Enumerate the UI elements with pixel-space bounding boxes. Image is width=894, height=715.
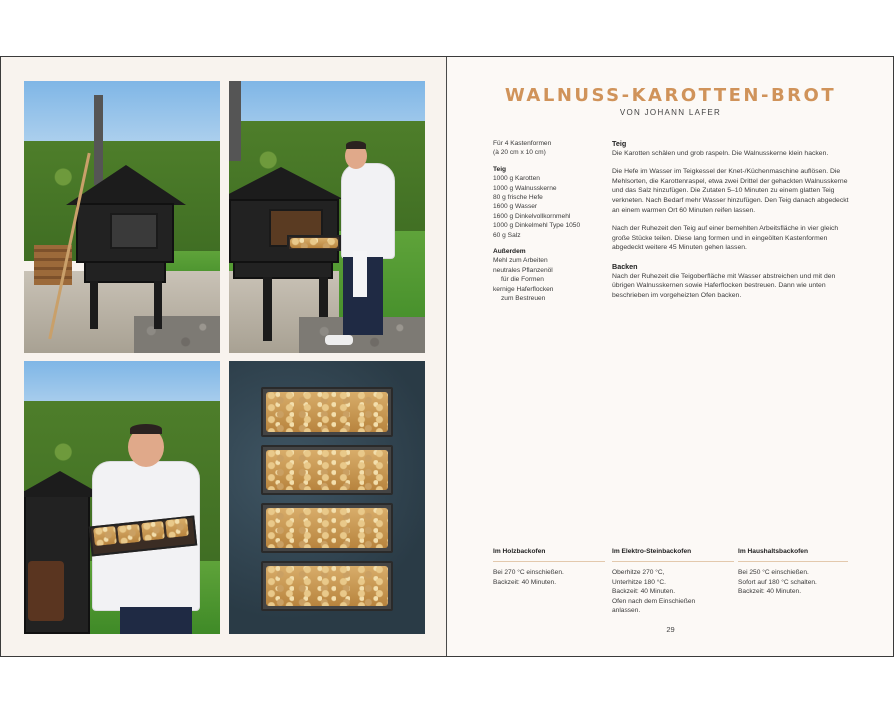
ingredient-item: 1000 g Dinkelmehl Type 1050 [493, 222, 581, 230]
photo-four-loaves [229, 361, 425, 634]
oven-line: Backzeit: 40 Minuten. [612, 588, 676, 596]
ingredients-extra-head: Außerdem [493, 248, 526, 256]
ingredient-item: Mehl zum Arbeiten [493, 257, 548, 265]
ingredient-item: 1000 g Karotten [493, 175, 540, 183]
recipe-page [448, 57, 893, 656]
photo-page [1, 57, 447, 656]
oven-line: anlassen. [612, 607, 641, 615]
oven-household [738, 547, 848, 597]
method-dough-head: Teig [612, 139, 627, 148]
oven-line: Oberhitze 270 °C, [612, 569, 665, 577]
recipe-title: WALNUSS-KAROTTEN-BROT [504, 85, 837, 106]
photo-chef-with-breads [24, 361, 220, 634]
photo-garden-oven [24, 81, 220, 353]
oven-line: Sofort auf 180 °C schalten. [738, 578, 817, 586]
ingredient-item: 1600 g Dinkelvollkornmehl [493, 212, 571, 220]
ingredient-item: 80 g frische Hefe [493, 194, 543, 202]
recipe-author: VON JOHANN LAFER [619, 108, 722, 117]
oven-wood [493, 547, 605, 587]
servings-size: (à 20 cm x 10 cm) [493, 149, 546, 157]
servings-line: Für 4 Kastenformen [493, 140, 552, 147]
ingredient-item: für die Formen [501, 276, 544, 284]
oven-head: Im Holzbackofen [493, 547, 605, 562]
photo-chef-at-oven [229, 81, 425, 353]
method-paragraph: Nach der Ruhezeit den Teig auf einer bemehlten Arbeitsfläche in vier gleich große Stücke teilen. Diese lang formen und in eingeölten Kastenformen abgedeckt weitere 45 Minuten gehen lassen. [612, 225, 839, 252]
ingredient-item: kernige Haferflocken [493, 285, 554, 293]
oven-line: Bei 250 °C einschießen. [738, 569, 809, 577]
method-paragraph: Die Karotten schälen und grob raspeln. Die Walnusskerne klein hacken. [612, 149, 829, 157]
oven-line: Backzeit: 40 Minuten. [738, 588, 802, 596]
method-paragraph: Nach der Ruhezeit die Teigoberfläche mit Wasser abstreichen und mit den übrigen Walnusskernen sowie Haferflocken bestreuen. Dann wie unten beschrieben im vorgeheizten Ofen backen. [612, 272, 836, 299]
ingredient-item: 1600 g Wasser [493, 203, 538, 211]
ingredient-item: zum Bestreuen [501, 295, 546, 303]
method-bake-head: Backen [612, 261, 638, 271]
ingredient-item: 60 g Salz [493, 231, 521, 239]
ingredient-item: 1000 g Walnusskerne [493, 184, 557, 192]
oven-electric-stone [612, 547, 734, 615]
method-column [612, 139, 852, 309]
ingredients-column [493, 139, 601, 311]
oven-line: Bei 270 °C einschießen. [493, 569, 564, 577]
ingredients-dough-head: Teig [493, 165, 507, 173]
book-spread [0, 56, 894, 657]
oven-line: Unterhitze 180 °C. [612, 578, 666, 586]
oven-head: Im Haushaltsbackofen [738, 547, 848, 562]
page-number: 29 [666, 625, 675, 634]
method-paragraph: Die Hefe im Wasser im Teigkessel der Knet-/Küchenmaschine auflösen. Die Mehlsorten, die Karottenraspel, etwa zwei Drittel der gehackten Walnusskerne und das Salz hinzufügen. Die Zutaten 5–10 Minuten zu einem glatten Teig verkneten. Nach Bedarf mehr Wasser hinzufügen. Den Teig danach abgedeckt an einem warmen Ort 60 Minuten reifen lassen. [612, 168, 849, 214]
oven-line: Ofen nach dem Einschießen [612, 597, 696, 605]
ingredient-item: neutrales Pflanzenöl [493, 266, 553, 274]
oven-head: Im Elektro-Steinbackofen [612, 547, 734, 562]
oven-line: Backzeit: 40 Minuten. [493, 578, 557, 586]
